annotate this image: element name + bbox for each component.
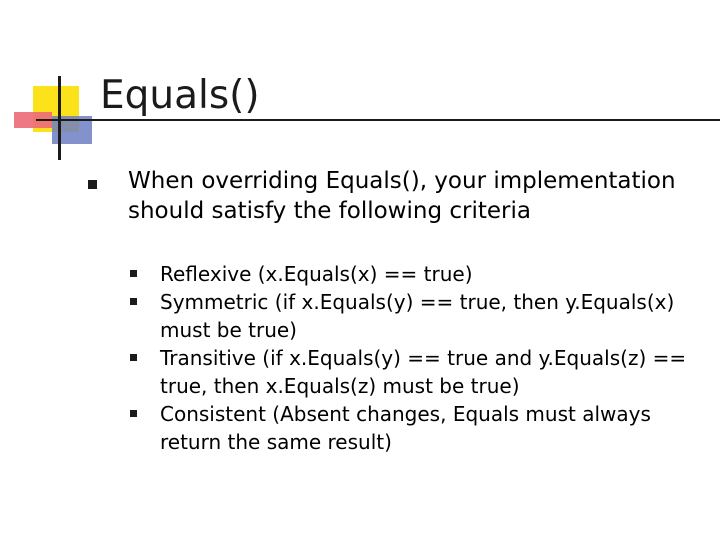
- criteria-item-reflexive: [130, 260, 690, 288]
- criteria-list: [130, 260, 690, 456]
- criteria-item-symmetric: [130, 288, 690, 344]
- slide-title: Equals(): [100, 73, 260, 118]
- criteria-text: Transitive (if x.Equals(y) == true and y.Equals(z) == true, then x.Equals(z) must be true): [160, 346, 687, 398]
- criteria-text: Consistent (Absent changes, Equals must always return the same result): [160, 402, 651, 454]
- criteria-item-transitive: [130, 344, 690, 400]
- logo-vertical-rule: [58, 76, 61, 160]
- criteria-item-consistent: [130, 400, 690, 456]
- main-bullet-text: When overriding Equals(), your implementation should satisfy the following criteria: [128, 168, 676, 224]
- bullet-square-icon: [130, 354, 137, 361]
- bullet-square-icon: [88, 180, 97, 189]
- bullet-square-icon: [130, 410, 137, 417]
- title-underline-rule: [36, 119, 720, 121]
- criteria-text: Reflexive (x.Equals(x) == true): [160, 262, 473, 286]
- bullet-square-icon: [130, 298, 137, 305]
- criteria-text: Symmetric (if x.Equals(y) == true, then y.Equals(x) must be true): [160, 290, 675, 342]
- bullet-square-icon: [130, 270, 137, 277]
